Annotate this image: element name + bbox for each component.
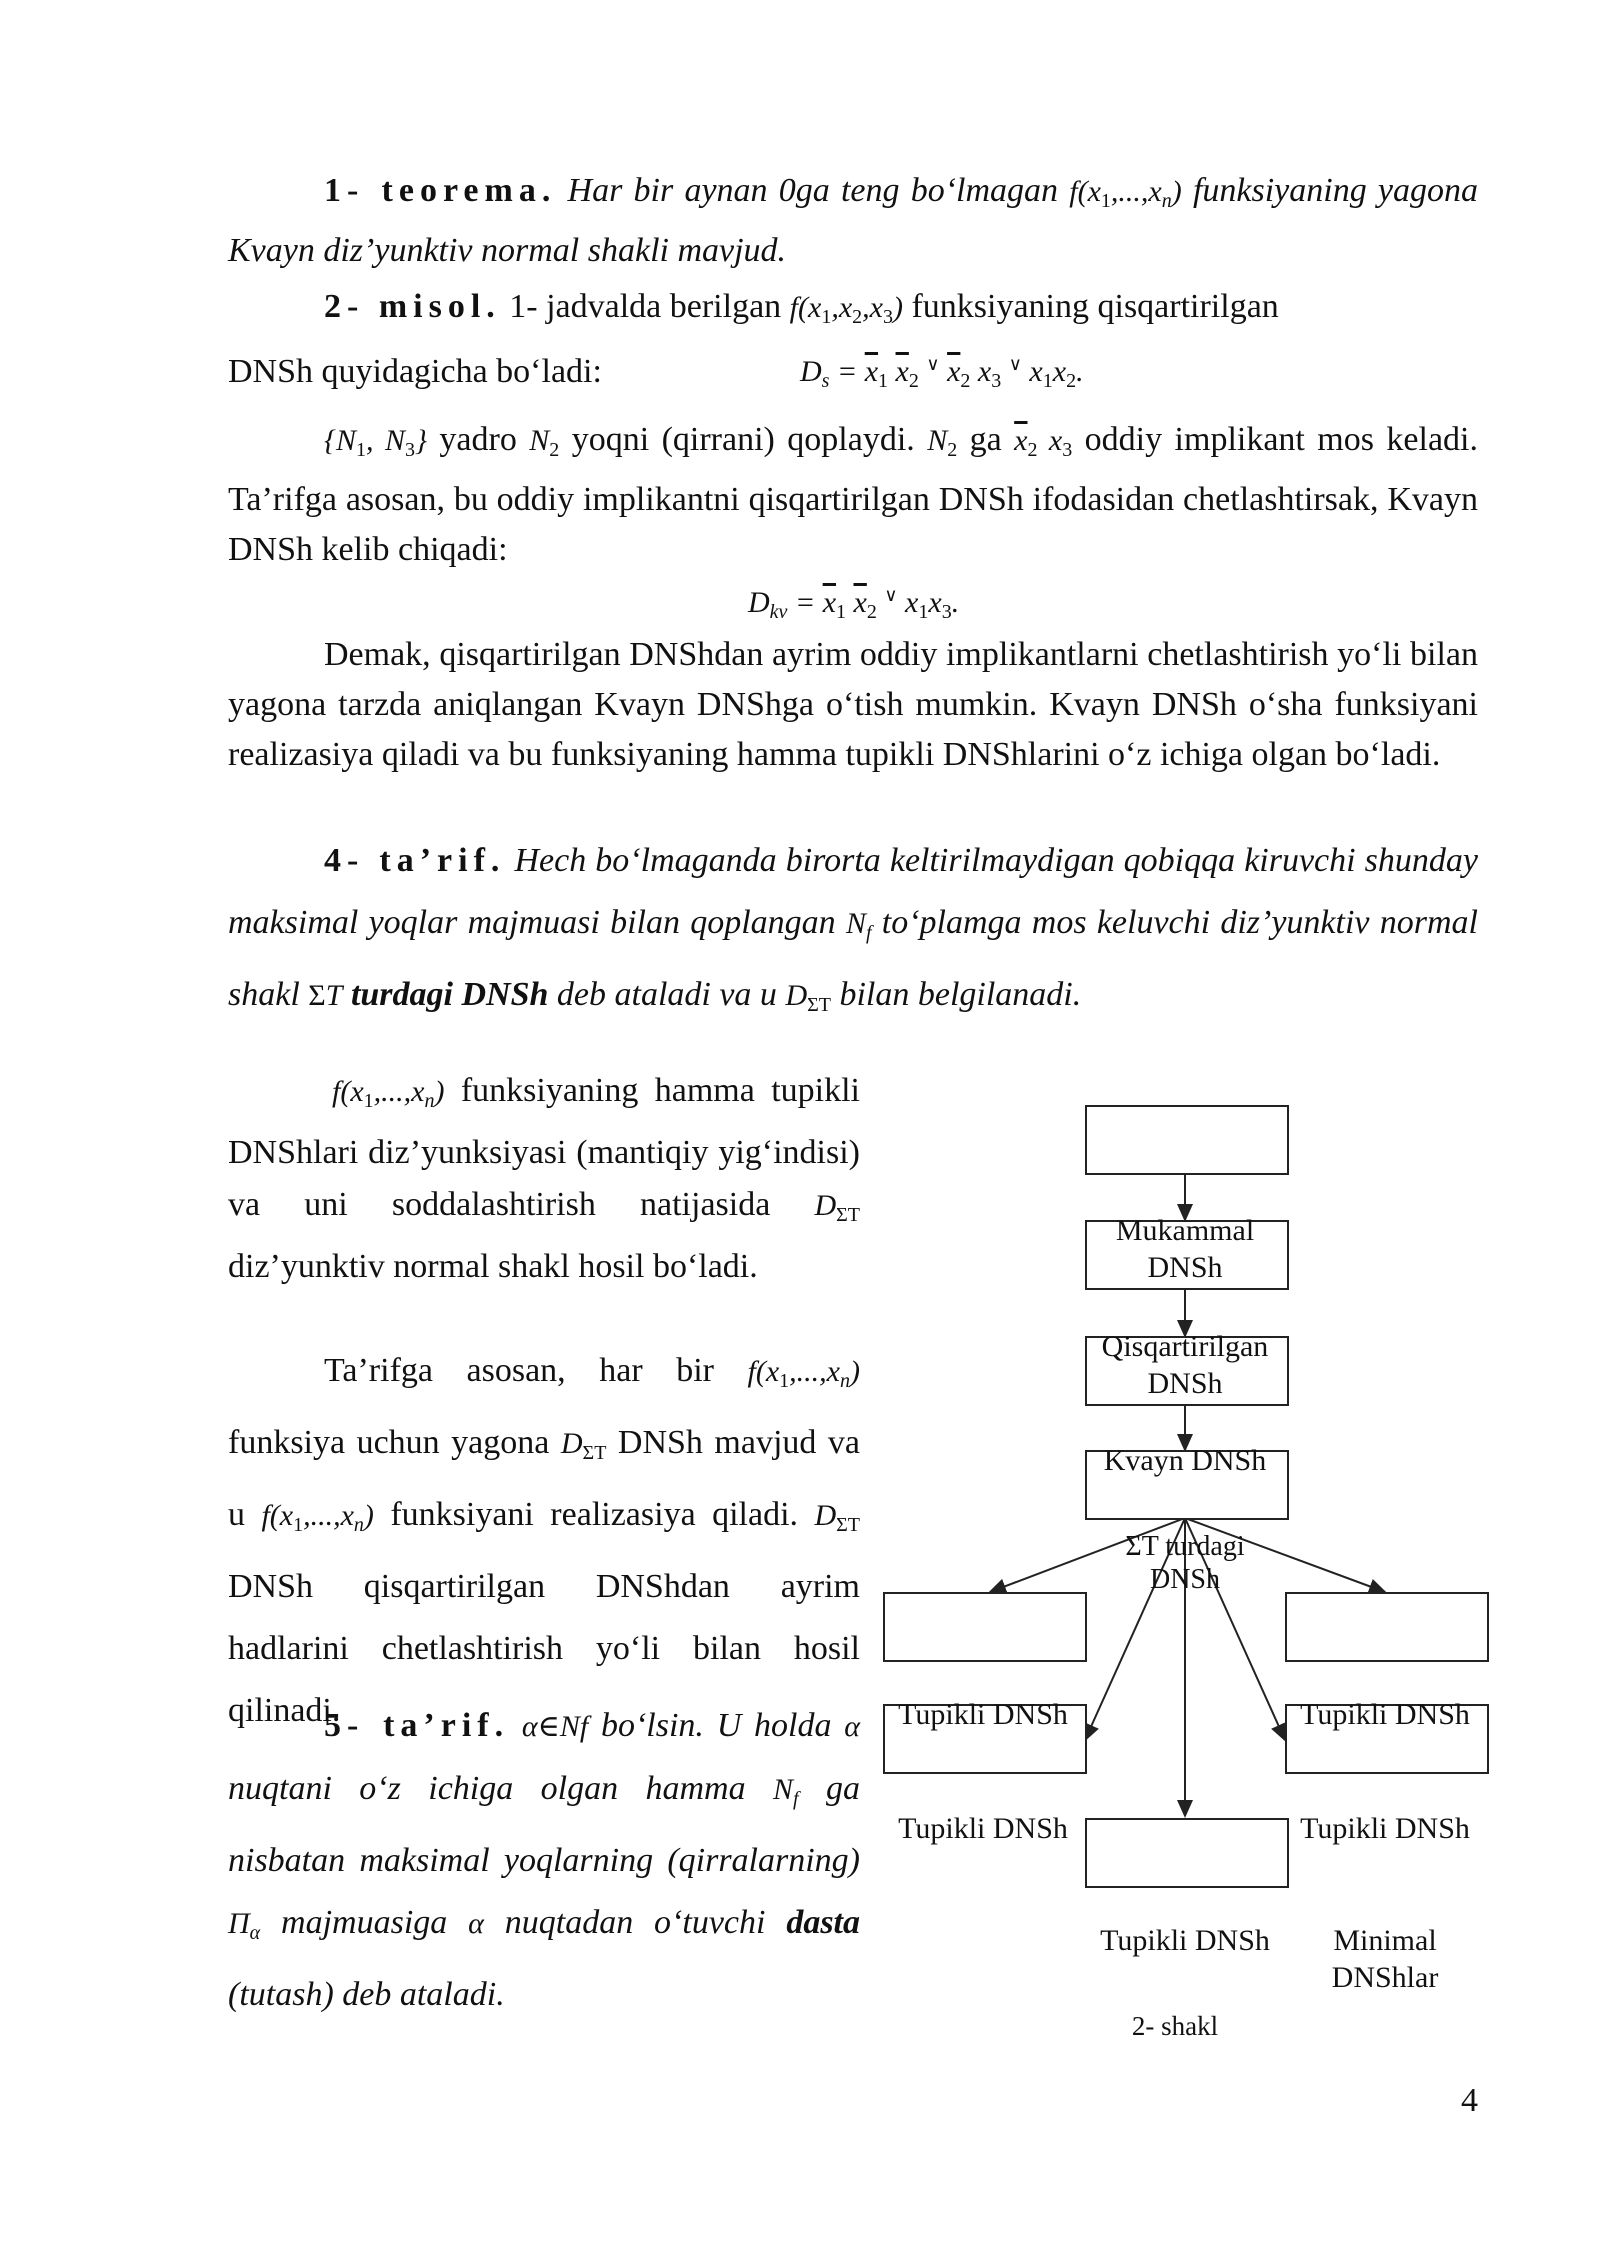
box-bottom [1085, 1818, 1289, 1888]
p6-text: funksiyaning hamma tupikli DNShlari diz’yunksiyasi (mantiqiy yig‘indisi) va uni soddalashtirish natijasida [228, 1072, 860, 1223]
formula-ds: $D_s = \overline{x}_1$ $\overline{x}_2$ ∨ $\overline{x}_2$ $x_3$ ∨ $x_1x_2$. [800, 354, 1084, 392]
p3-text-b: yoqni (qirrani) qoplaydi. [559, 421, 928, 458]
p3-text-a: yadro [426, 421, 530, 458]
alpha-in-nf: α∈Nf [521, 1710, 589, 1743]
n2: $N_2$ [529, 424, 560, 461]
p7-text-e: DNSh qisqartirilgan DNShdan ayrim hadlarini chetlashtirish yo‘li bilan hosil qilinadi. [228, 1568, 860, 1729]
theorem-1 [228, 166, 1478, 276]
n2b: $N_2$ [927, 424, 958, 461]
alpha: α [844, 1710, 861, 1743]
label-tupikli-bottom: Tupikli DNSh [1100, 1924, 1270, 1957]
definition-5 [228, 1695, 860, 2026]
box-right [1285, 1592, 1489, 1662]
d-sigma-t-7b: $D_{\Sigma T}$ [814, 1499, 860, 1536]
theorem-1-text-b: funksiyaning yagona Kvayn diz’yunktiv normal shakli mavjud. [228, 172, 1479, 269]
def5-text-b: nuqtani o‘z ichiga olgan hamma [228, 1770, 774, 1807]
label-tupikli-right-2: Tupikli DNSh [1300, 1812, 1470, 1845]
dasta-term: dasta [786, 1904, 861, 1941]
formula-f3: $f(x_1,x_2,x_3)$ [789, 291, 903, 328]
definition-5-heading: 5- ta’rif. [324, 1707, 510, 1744]
formula-f-6: $f(x_1,...,x_n)$ [332, 1075, 445, 1112]
flow-diagram [880, 1100, 1500, 2080]
def4-text-e: bilan belgilanadi. [830, 976, 1082, 1013]
box-1 [1085, 1105, 1289, 1175]
p4-text: Demak, qisqartirilgan DNShdan ayrim oddiy implikantlarni chetlashtirish yo‘li bilan yagona tarzda aniqlangan Kvayn DNShga o‘tish mumkin. Kvayn DNSh o‘sha funksiyani realizasiya qiladi va bu funksiyaning hamma tupikli DNShlarini o‘z ichiga olgan bo‘ladi. [228, 636, 1478, 773]
formula-dkv: $D_{kv} = \overline{x}_1$ $\overline{x}_2$ ∨ $x_1x_3$. [748, 585, 960, 623]
def5-text-d: majmuasiga [260, 1904, 469, 1941]
def4-text-d: deb ataladi va u [548, 976, 786, 1013]
set-n1n3: {$N_1$, $N_3$} [324, 424, 427, 461]
nf: $N_f$ [845, 907, 872, 944]
p3-text-d: oddiy implikant mos keladi. Ta’rifga asosan, bu oddiy implikantni qisqartirilgan DNSh ifodasidan chetlashtirsak, Kvayn DNSh kelib chiqadi: [228, 421, 1478, 568]
formula-f: $f(x_1,...,x_n)$ [1069, 175, 1182, 212]
d-sigma-t: $D_{\Sigma T}$ [785, 979, 831, 1016]
label-minimal: Minimal DNShlar [1331, 1924, 1439, 1994]
d-sigma-t-6: $D_{\Sigma T}$ [814, 1189, 860, 1226]
example-2-heading: 2- misol. [324, 288, 501, 325]
label-kvayn: Kvayn DNSh [1103, 1444, 1267, 1477]
p7-text-d: funksiyani realizasiya qiladi. [373, 1496, 815, 1533]
def4-text-b: to‘plamga mos keluvchi diz’yunktiv normal shakl [228, 904, 1478, 1013]
def5-text-e: nuqtadan o‘tuvchi [483, 1904, 787, 1941]
p7-text-b: funksiya uchun yagona [228, 1424, 561, 1461]
sigma-t: ΣT [308, 979, 343, 1012]
theorem-1-heading: 1- teorema. [324, 172, 557, 209]
theorem-1-text-a: Har bir aynan 0ga teng bo‘lmagan [556, 172, 1070, 209]
label-mukammal: Mukammal DNSh [1115, 1214, 1255, 1284]
p7-text-a: Ta’rifga asosan, har bir [324, 1352, 748, 1389]
example-2-text-a: 1- jadvalda berilgan [500, 288, 790, 325]
formula-f-7a: $f(x_1,...,x_n)$ [747, 1355, 860, 1392]
def4-text-a: Hech bo‘lmaganda birorta keltirilmaydigan qobiqqa kiruvchi shunday maksimal yoqlar majmuasi bilan qoplangan [228, 842, 1478, 941]
paragraph-7 [228, 1340, 860, 1742]
p3-text-c: ga [957, 421, 1015, 458]
def5-text-a: bo‘lsin. U holda [588, 1707, 845, 1744]
nf-5: $N_f$ [773, 1773, 799, 1810]
x2x3: $\overline{x}_2$ $x_3$ [1014, 424, 1073, 461]
paragraph-3 [228, 415, 1478, 575]
label-tupikli-left: Tupikli DNSh [898, 1698, 1068, 1731]
example-2 [228, 282, 1478, 342]
alpha-2: α [468, 1907, 484, 1940]
p6-text-b: diz’yunktiv normal shakl hosil bo‘ladi. [228, 1248, 758, 1285]
def5-text-f: (tutash) deb ataladi. [228, 1976, 505, 2013]
box-left [883, 1592, 1087, 1662]
example-2-line2-text: DNSh quyidagicha bo‘ladi: [228, 353, 602, 390]
pi-alpha: $\Pi_\alpha$ [228, 1907, 261, 1944]
definition-4 [228, 830, 1478, 1036]
paragraph-4 [228, 630, 1478, 780]
label-tupikli-left-2: Tupikli DNSh [898, 1812, 1068, 1845]
label-tupikli-right: Tupikli DNSh [1300, 1698, 1470, 1731]
def4-text-c: turdagi DNSh [342, 976, 549, 1013]
def5-text-c: ga nisbatan maksimal yoqlarning (qirralarning) [228, 1770, 860, 1879]
label-qisqartirilgan: Qisqartirilgan DNSh [1101, 1330, 1269, 1400]
paragraph-6 [228, 1065, 860, 1293]
figure-caption: 2- shakl [1131, 2011, 1219, 2041]
page-number: 4 [1461, 2082, 1478, 2119]
example-2-text-b: funksiyaning qisqartirilgan [902, 288, 1279, 325]
d-sigma-t-7a: $D_{\Sigma T}$ [560, 1427, 607, 1464]
example-2-line2 [228, 347, 1478, 397]
label-sigma-t: ΣT turdagi DNSh [1125, 1531, 1245, 1595]
definition-4-heading: 4- ta’rif. [324, 842, 506, 879]
p7-text-c: DNSh mavjud va u [228, 1424, 860, 1533]
formula-f-7b: $f(x_1,...,x_n)$ [261, 1499, 374, 1536]
